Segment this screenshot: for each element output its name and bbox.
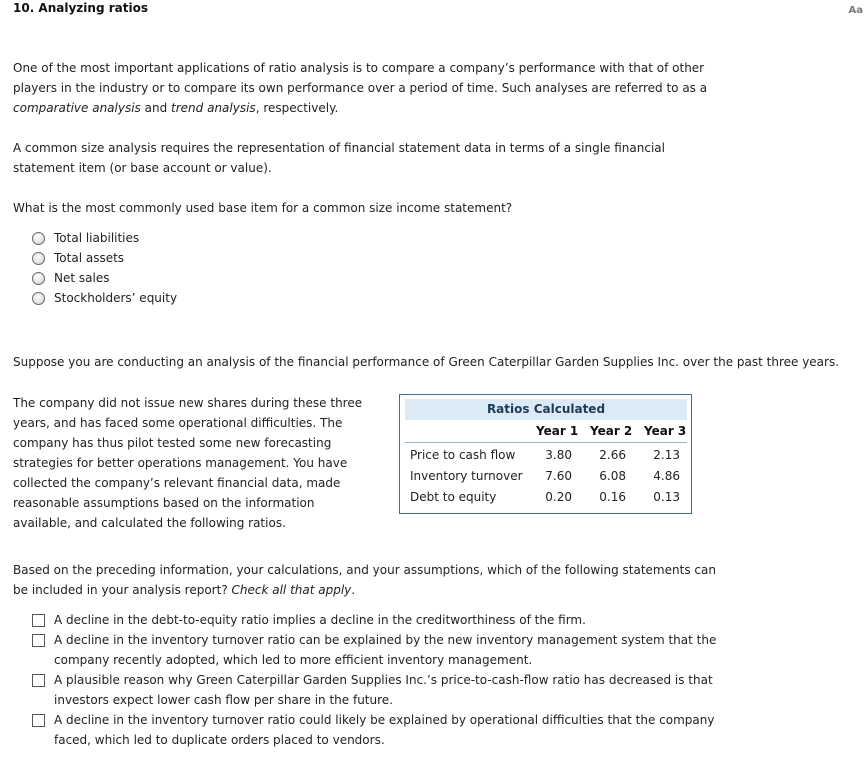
statement-option[interactable] (32, 610, 732, 630)
table-cell: 0.16 (599, 490, 626, 504)
statement-text: A decline in the inventory turnover ratio could likely be explained by operational difficulties that the company faced, which led to duplicate orders placed to vendors. (54, 713, 715, 747)
checkbox[interactable] (32, 614, 45, 627)
statement-text: A decline in the inventory turnover ratio can be explained by the new inventory management system that the company recently adopted, which led to more efficient inventory management. (54, 633, 717, 667)
option-total-liabilities[interactable] (32, 228, 177, 248)
option-stockholders-equity[interactable] (32, 288, 177, 308)
table-cell: 0.20 (545, 490, 572, 504)
question2-prompt-text: Based on the preceding information, your calculations, and your assumptions, which of the following statements can be included in your analysis report? (13, 563, 716, 597)
table-cell: 7.60 (545, 469, 572, 483)
statement-option[interactable] (32, 710, 732, 750)
question-title: 10. Analyzing ratios (13, 1, 148, 15)
option-label: Total liabilities (54, 231, 140, 245)
row-label-price-to-cash-flow: Price to cash flow (410, 448, 516, 462)
statement-option[interactable] (32, 630, 732, 670)
radio-button[interactable] (32, 272, 45, 285)
scenario-body: The company did not issue new shares during these three years, and has faced some operational difficulties. The company has thus pilot tested some new forecasting strategies for better operations management. You have collected the company’s relevant financial data, made reasonable assumptions based on the information available, and calculated the following ratios. (13, 396, 363, 530)
ratios-table (399, 394, 692, 514)
table-cell: 6.08 (599, 469, 626, 483)
question2-prompt (13, 560, 733, 600)
table-cell: 2.66 (599, 448, 626, 462)
statement-text: A plausible reason why Green Caterpillar Garden Supplies Inc.’s price-to-cash-flow ratio has decreased is that investors expect lower cash flow per share in the future. (54, 673, 713, 707)
trend-analysis-term: trend analysis (171, 101, 256, 115)
table-cell: 2.13 (653, 448, 680, 462)
scenario-intro: Suppose you are conducting an analysis of the financial performance of Green Caterpillar Garden Supplies Inc. over the past three years. (13, 355, 840, 369)
checkbox[interactable] (32, 674, 45, 687)
font-size-toggle[interactable]: Aa (848, 5, 863, 16)
ratios-table-title: Ratios Calculated (405, 399, 687, 420)
intro-text-b: and (140, 101, 172, 115)
row-label-inventory-turnover: Inventory turnover (410, 469, 523, 483)
statement-text: A decline in the debt-to-equity ratio implies a decline in the creditworthiness of the firm. (54, 613, 586, 627)
option-total-assets[interactable] (32, 248, 177, 268)
checkbox[interactable] (32, 714, 45, 727)
table-cell: 0.13 (653, 490, 680, 504)
question2-instruction: Check all that apply (231, 583, 352, 597)
question1-options (32, 228, 177, 308)
intro-text-a: One of the most important applications of ratio analysis is to compare a company’s performance with that of other players in the industry or to compare its own performance over a period of time. Such analyses are referred to as a (13, 61, 708, 95)
table-cell: 4.86 (653, 469, 680, 483)
option-label: Net sales (54, 271, 110, 285)
statement-option[interactable] (32, 670, 732, 710)
checkbox[interactable] (32, 634, 45, 647)
column-header-year2: Year 2 (590, 424, 633, 438)
column-header-year3: Year 3 (644, 424, 687, 438)
row-label-debt-to-equity: Debt to equity (410, 490, 497, 504)
radio-button[interactable] (32, 252, 45, 265)
comparative-analysis-term: comparative analysis (13, 101, 141, 115)
intro-text-c: , respectively. (255, 101, 339, 115)
radio-button[interactable] (32, 232, 45, 245)
question2-prompt-end: . (351, 583, 356, 597)
column-header-year1: Year 1 (536, 424, 579, 438)
option-net-sales[interactable] (32, 268, 177, 288)
table-cell: 3.80 (545, 448, 572, 462)
radio-button[interactable] (32, 292, 45, 305)
option-label: Total assets (54, 251, 125, 265)
table-divider (405, 442, 687, 443)
common-size-paragraph: A common size analysis requires the representation of financial statement data in terms of a single financial statement item (or base account or value). (13, 141, 665, 175)
intro-paragraph (13, 58, 733, 118)
question1-prompt: What is the most commonly used base item for a common size income statement? (13, 201, 513, 215)
option-label: Stockholders’ equity (54, 291, 178, 305)
question2-options (32, 610, 732, 750)
